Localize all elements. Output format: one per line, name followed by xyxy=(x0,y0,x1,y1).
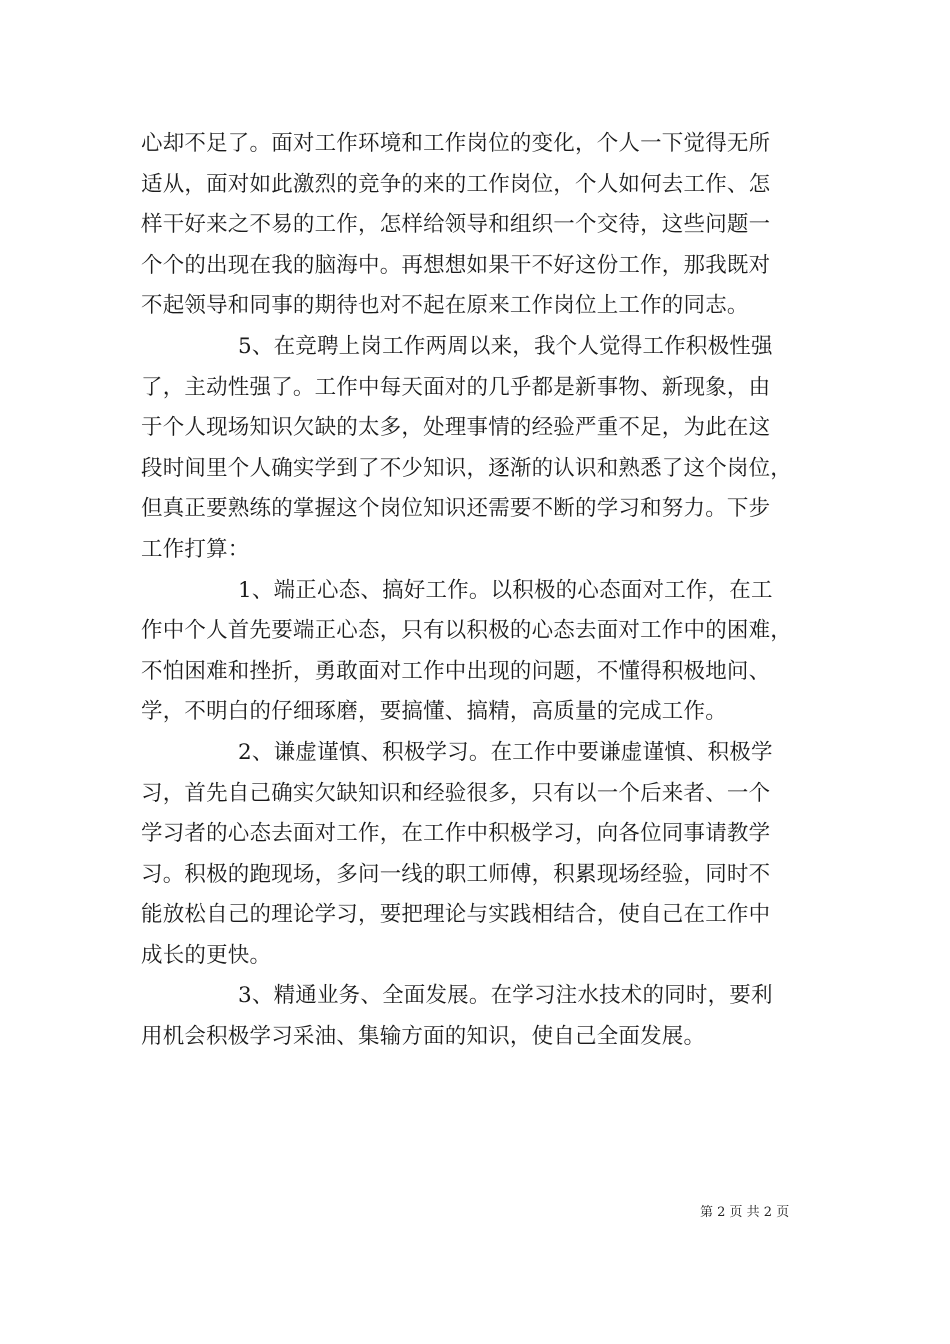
text-line: 学习者的心态去面对工作，在工作中积极学习，向各位同事请教学 xyxy=(141,821,771,847)
text-line: 心却不足了。面对工作环境和工作岗位的变化，个人一下觉得无所 xyxy=(141,131,771,156)
text-line: 成长的更快。 xyxy=(141,942,272,968)
document-body xyxy=(141,124,809,1058)
text-line: 学，不明白的仔细琢磨，要搞懂、搞精，高质量的完成工作。 xyxy=(141,699,727,725)
text-line: 不起领导和同事的期待也对不起在原来工作岗位上工作的同志。 xyxy=(141,293,749,319)
paragraph-start-line: 5、在竞聘上岗工作两周以来，我个人觉得工作积极性强 xyxy=(238,333,773,359)
text-line: 用机会积极学习采油、集输方面的知识，使自己全面发展。 xyxy=(141,1024,706,1050)
text-line: 习，首先自己确实欠缺知识和经验很多，只有以一个后来者、一个 xyxy=(141,780,771,806)
text-line: 于个人现场知识欠缺的太多，处理事情的经验严重不足，为此在这 xyxy=(141,415,771,441)
text-line: 不怕困难和挫折，勇敢面对工作中出现的问题，不懂得积极地问、 xyxy=(141,658,771,684)
text-line: 但真正要熟练的掌握这个岗位知识还需要不断的学习和努力。下步 xyxy=(141,496,771,522)
text-line: 适从，面对如此激烈的竞争的来的工作岗位，个人如何去工作、怎 xyxy=(141,171,771,197)
paragraph-start-line: 3、精通业务、全面发展。在学习注水技术的同时，要利 xyxy=(238,983,773,1009)
text-line: 能放松自己的理论学习，要把理论与实践相结合，使自己在工作中 xyxy=(141,902,771,928)
text-line: 段时间里个人确实学到了不少知识，逐渐的认识和熟悉了这个岗位， xyxy=(141,455,793,481)
text-line: 习。积极的跑现场，多问一线的职工师傅，积累现场经验，同时不 xyxy=(141,861,771,887)
paragraph-start-line: 2、谦虚谨慎、积极学习。在工作中要谦虚谨慎、积极学 xyxy=(238,739,773,765)
text-line: 个个的出现在我的脑海中。再想想如果干不好这份工作，那我既对 xyxy=(141,252,771,278)
page-number-footer: 第 2 页 共 2 页 xyxy=(700,1205,790,1220)
text-line: 作中个人首先要端正心态，只有以积极的心态去面对工作中的困难， xyxy=(141,618,793,644)
text-line: 样干好来之不易的工作，怎样给领导和组织一个交待，这些问题一 xyxy=(141,212,771,238)
text-line: 了，主动性强了。工作中每天面对的几乎都是新事物、新现象，由 xyxy=(141,374,771,400)
paragraph-start-line: 1、端正心态、搞好工作。以积极的心态面对工作，在工 xyxy=(238,577,773,603)
text-line: 工作打算： xyxy=(141,536,250,562)
